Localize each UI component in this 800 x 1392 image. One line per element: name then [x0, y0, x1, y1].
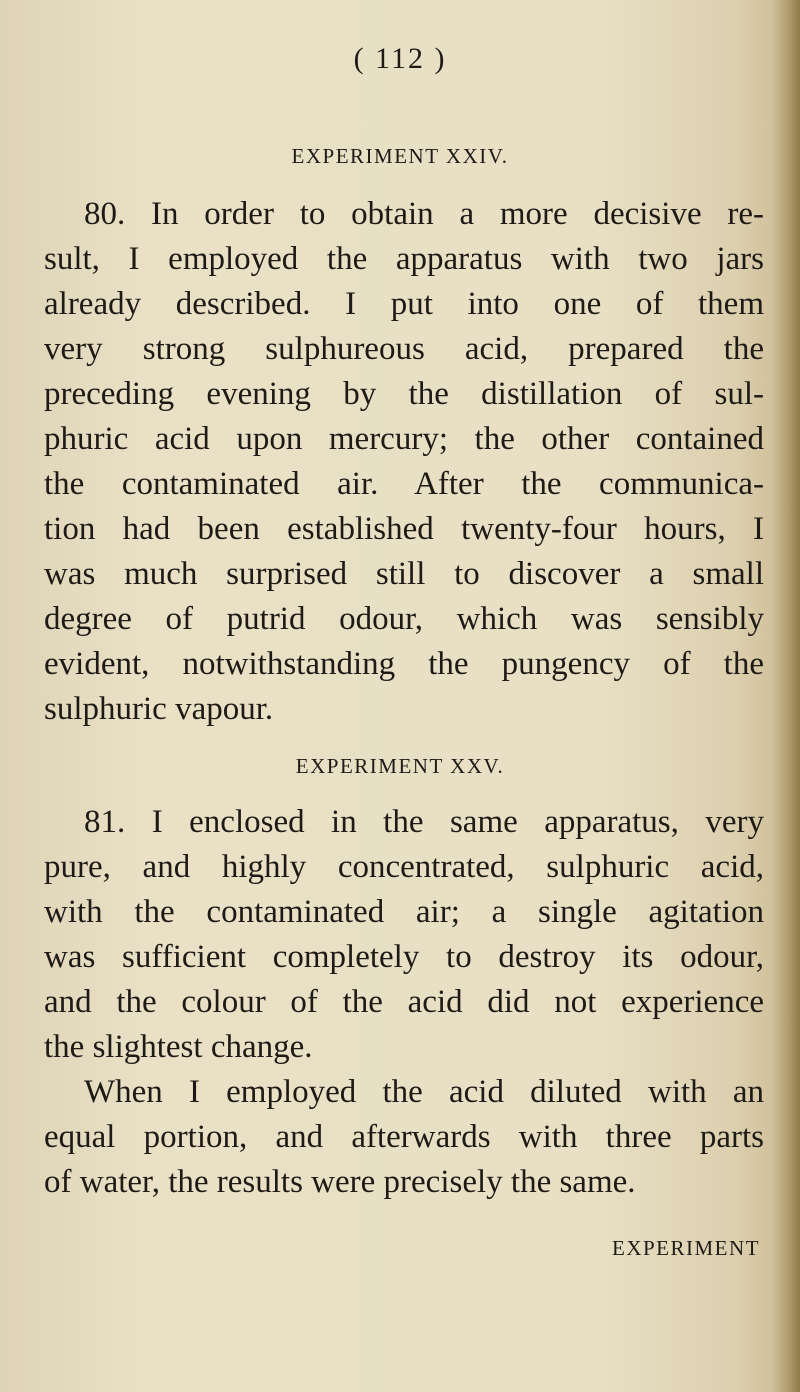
page-number: ( 112 ) [353, 42, 447, 75]
text-line: already described. I put into one of them [44, 286, 764, 322]
text-line: with the contaminated air; a single agitation [44, 894, 764, 930]
page-edge-shadow [772, 0, 800, 1392]
text-line: sult, I employed the apparatus with two jars [44, 241, 764, 277]
text-line: was much surprised still to discover a small [44, 556, 764, 592]
text-line: very strong sulphureous acid, prepared the [44, 331, 764, 367]
paragraph-80 [44, 192, 764, 732]
text-line: phuric acid upon mercury; the other contained [44, 421, 764, 457]
text-line: 81. I enclosed in the same apparatus, very [84, 804, 764, 840]
text-line: tion had been established twenty-four hours, I [44, 511, 764, 547]
text-line: of water, the results were precisely the same. [44, 1164, 636, 1200]
catchword: EXPERIMENT [612, 1236, 760, 1260]
text-line: degree of putrid odour, which was sensibly [44, 601, 764, 637]
page-header [0, 42, 800, 76]
paragraph-81 [44, 800, 764, 1070]
text-line: evident, notwithstanding the pungency of the [44, 646, 764, 682]
text-line: When I employed the acid diluted with an [84, 1074, 764, 1110]
text-line: sulphuric vapour. [44, 691, 274, 727]
text-line: 80. In order to obtain a more decisive re- [84, 196, 764, 232]
text-line: pure, and highly concentrated, sulphuric acid, [44, 849, 764, 885]
text-line: the slightest change. [44, 1029, 313, 1065]
paragraph-81-continued [44, 1070, 764, 1205]
text-line: the contaminated air. After the communica- [44, 466, 764, 502]
text-line: and the colour of the acid did not experience [44, 984, 764, 1020]
section-heading-xxiv: EXPERIMENT XXIV. [291, 144, 509, 168]
text-line: equal portion, and afterwards with three parts [44, 1119, 764, 1155]
text-line: preceding evening by the distillation of sul- [44, 376, 764, 412]
text-line: was sufficient completely to destroy its odour, [44, 939, 764, 975]
section-heading-xxv: EXPERIMENT XXV. [295, 754, 505, 778]
